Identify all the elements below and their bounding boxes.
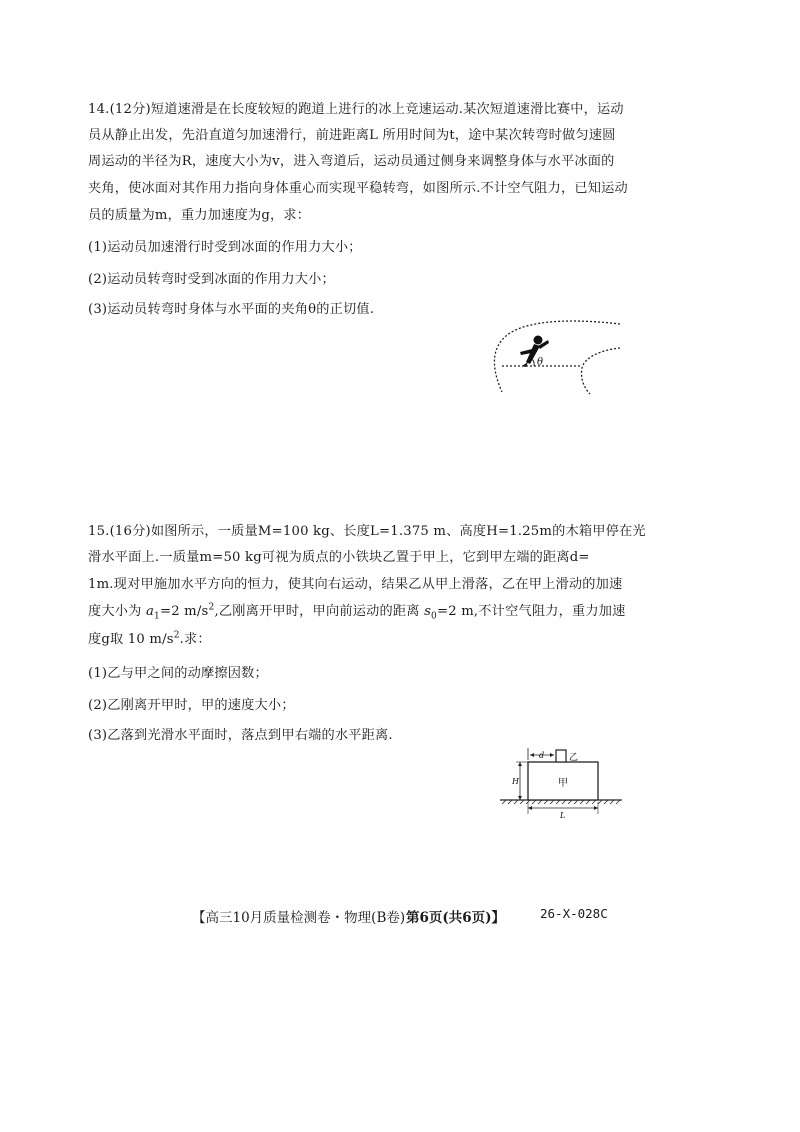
footer-code: 26-X-028C	[540, 906, 608, 921]
box-block-figure	[498, 744, 630, 824]
q15-question-2: (2)乙刚离开甲时，甲的速度大小；	[88, 698, 295, 713]
q14-question-3: (3)运动员转弯时身体与水平面的夹角θ的正切值.	[88, 302, 375, 317]
d-label: d	[539, 751, 545, 760]
q15-question-1: (1)乙与甲之间的动摩擦因数；	[88, 666, 268, 681]
q15-line-2: 滑水平面上.一质量m=50 kg可视为质点的小铁块乙置于甲上，它到甲左端的距离d=	[88, 550, 590, 565]
q14-question-2: (2)运动员转弯时受到冰面的作用力大小；	[88, 272, 335, 287]
q15-line-1: 15.(16分)如图所示，一质量M=100 kg、长度L=1.375 m、高度H=1.25m的木箱甲停在光	[88, 524, 646, 539]
q14-line-3: 周运动的半径为R，速度大小为v，进入弯道后，运动员通过侧身来调整身体与水平冰面的	[88, 154, 615, 169]
block-yi	[556, 750, 566, 762]
footer-title: 【高三10月质量检测卷・物理(B卷)	[192, 910, 406, 926]
q15-question-3: (3)乙落到光滑水平面时，落点到甲右端的水平距离.	[88, 728, 393, 743]
q14-line-5: 员的质量为m，重力加速度为g，求：	[88, 208, 311, 223]
h-label: H	[512, 777, 519, 786]
skater-figure	[488, 318, 628, 396]
q15-line-5: 度g取 10 $m/s^2$.求：	[88, 630, 211, 647]
q14-line-4: 夹角，使冰面对其作用力指向身体重心而实现平稳转弯，如图所示.不计空气阻力，已知运动	[88, 181, 628, 196]
box-label: 甲	[558, 778, 568, 789]
footer-page: 第6页(共6页)】	[406, 910, 506, 926]
skater-icon	[520, 336, 549, 368]
q14-question-1: (1)运动员加速滑行时受到冰面的作用力大小；	[88, 240, 362, 255]
theta-label: θ	[537, 357, 544, 368]
q15-line-4: 度大小为 $a_1=2$ $m/s^2$,乙刚离开甲时，甲向前运动的距离 $s_0=2$ m,不计空气阻力，重力加速	[88, 602, 626, 622]
block-label: 乙	[569, 753, 579, 763]
l-label: L	[560, 811, 566, 820]
q14-line-2: 员从静止出发，先沿直道匀加速滑行，前进距离L 所用时间为t，途中某次转弯时做匀速圆	[88, 128, 616, 143]
q15-line-3: 1m.现对甲施加水平方向的恒力，使其向右运动，结果乙从甲上滑落，乙在甲上滑动的加速	[88, 577, 623, 592]
q14-line-1: 14.(12分)短道速滑是在长度较短的跑道上进行的冰上竞速运动.某次短道速滑比赛中，运动	[88, 102, 624, 117]
